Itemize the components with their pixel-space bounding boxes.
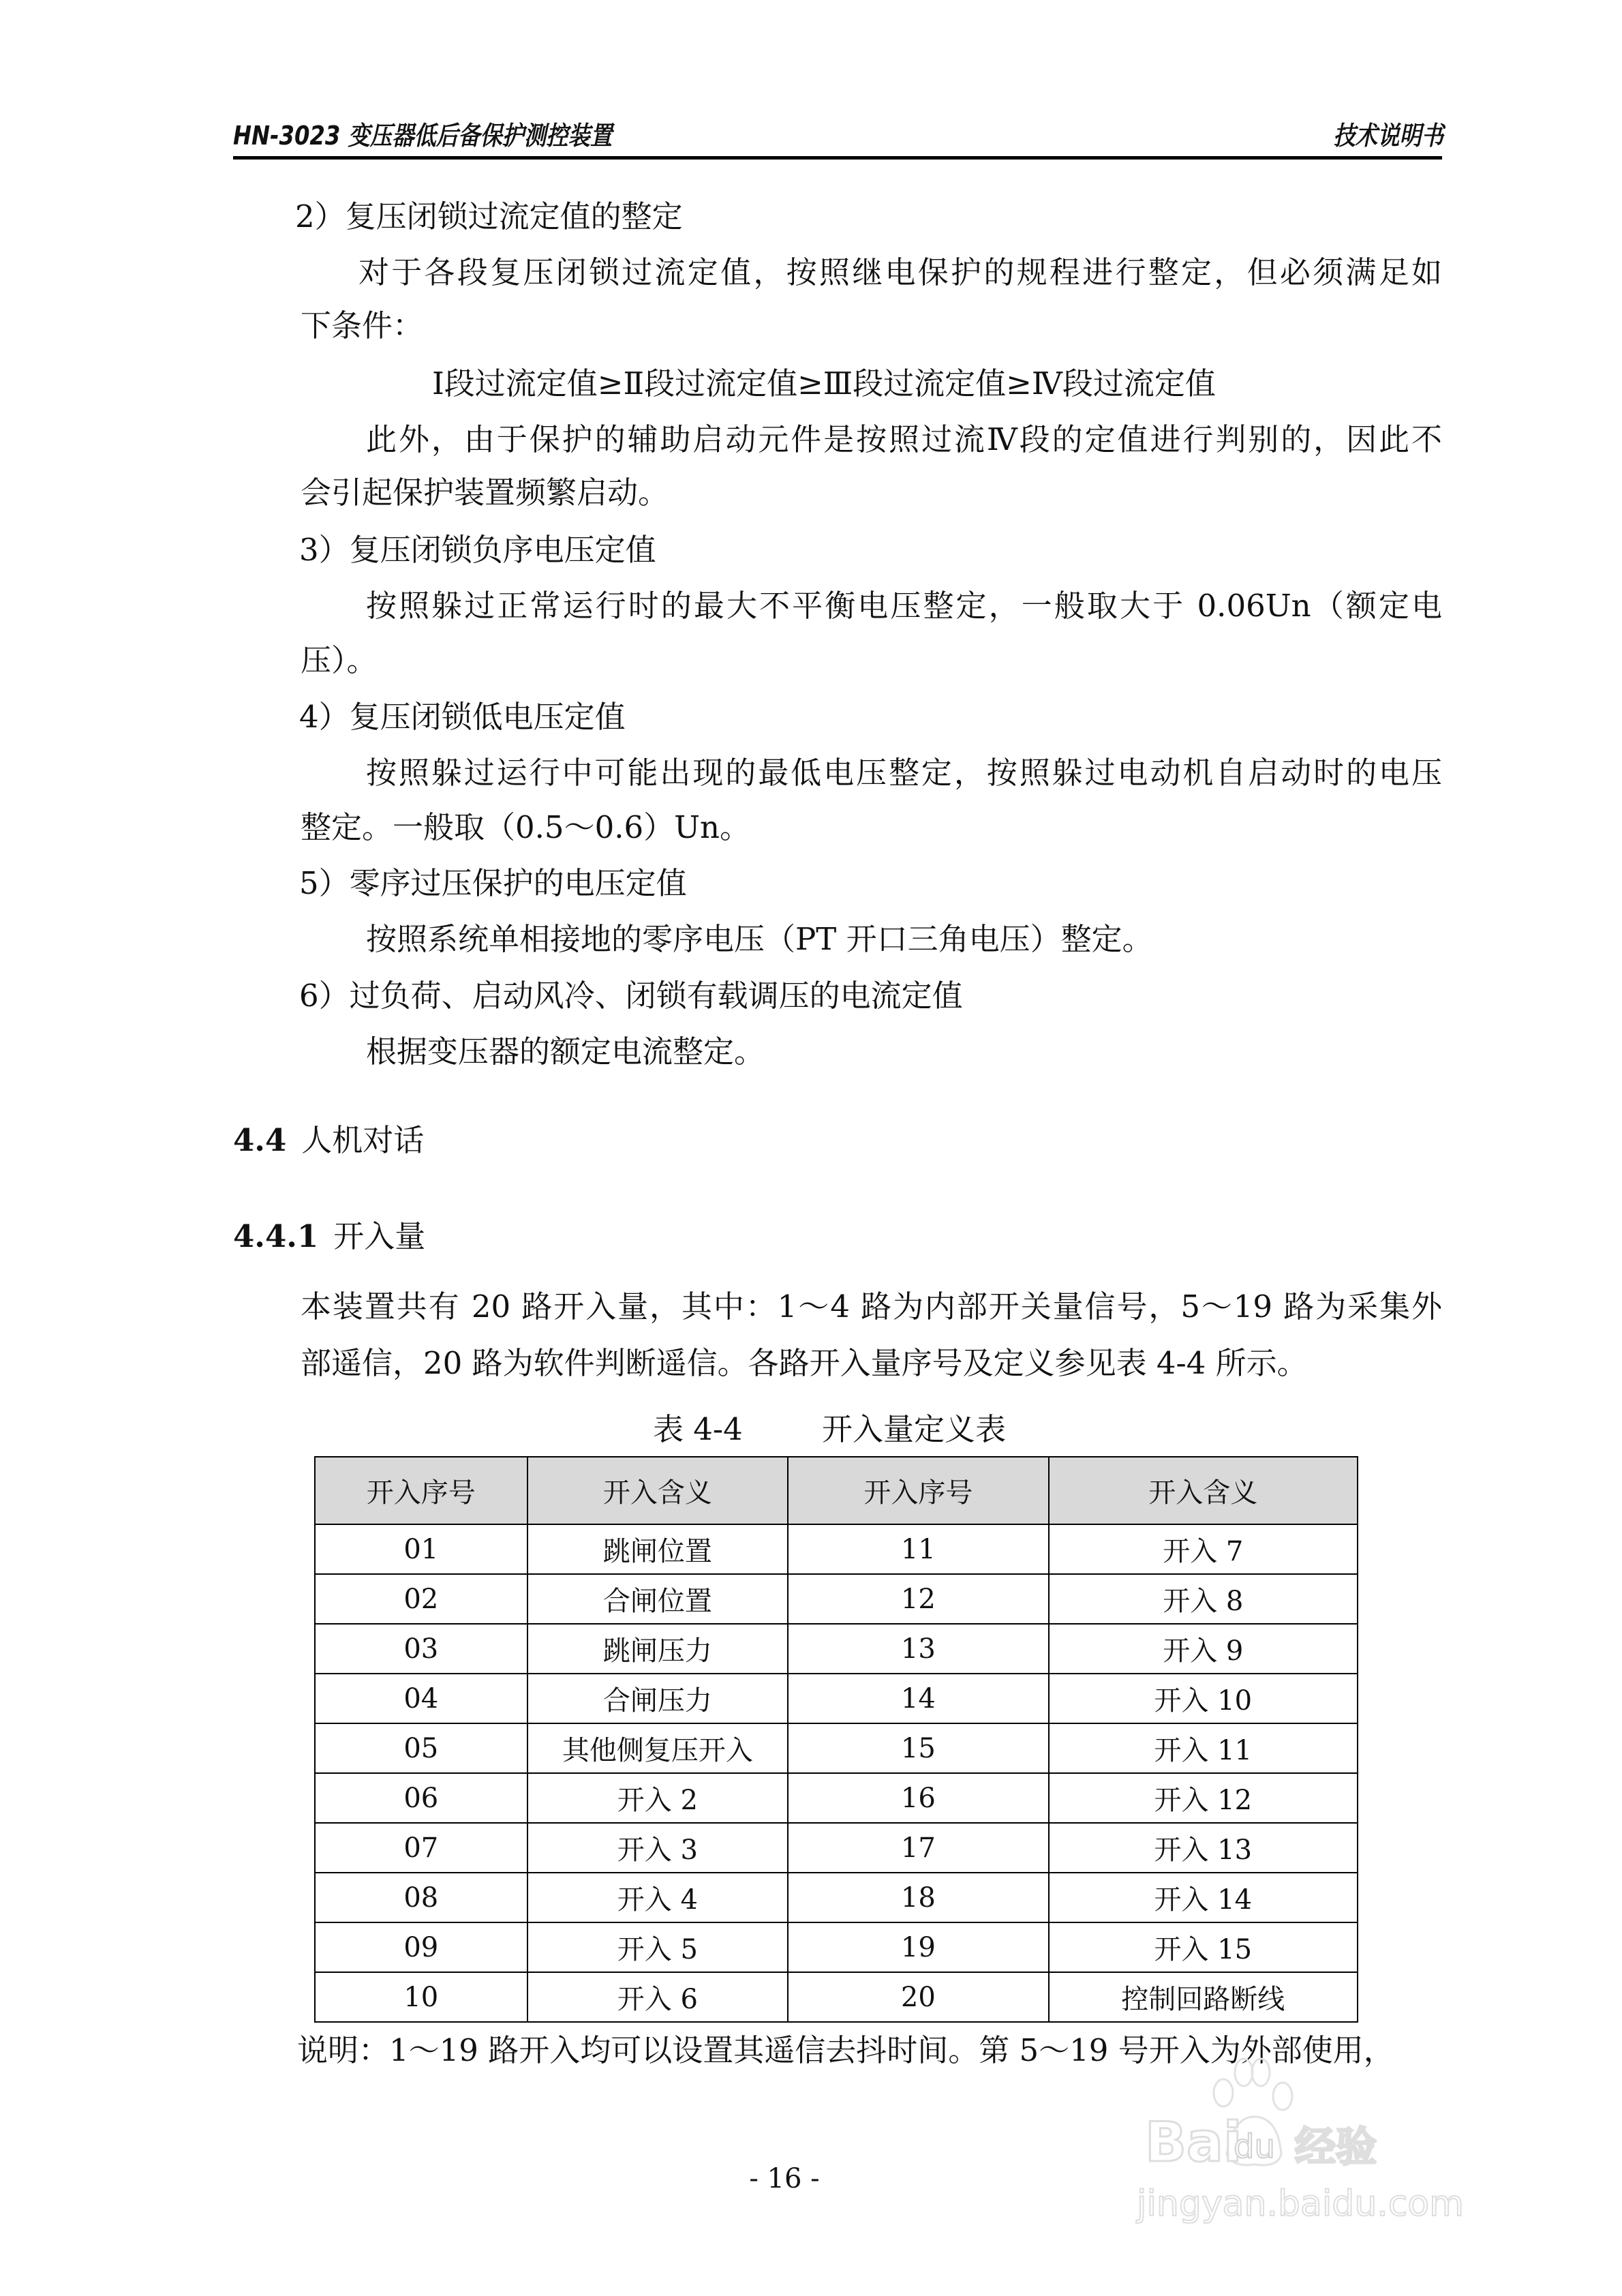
input-meaning-cell: 跳闸位置 xyxy=(527,1524,788,1574)
table-row xyxy=(315,1972,1358,2022)
header-divider xyxy=(233,156,1442,160)
table-row xyxy=(315,1674,1358,1723)
table-number: 表 4-4 xyxy=(653,1411,743,1447)
section-number: 4.4.1 xyxy=(233,1218,319,1254)
input-meaning-cell: 开入 9 xyxy=(1049,1624,1358,1674)
input-meaning-cell: 其他侧复压开入 xyxy=(527,1723,788,1773)
table-row xyxy=(315,1524,1358,1574)
input-number-cell: 07 xyxy=(315,1823,527,1873)
table-row xyxy=(315,1922,1358,1972)
paragraph-line: 此外，由于保护的辅助启动元件是按照过流Ⅳ段的定值进行判别的，因此不 xyxy=(366,421,1442,457)
subheading: 5）零序过压保护的电压定值 xyxy=(299,865,687,901)
input-meaning-cell: 开入 4 xyxy=(527,1873,788,1922)
input-number-cell: 05 xyxy=(315,1723,527,1773)
input-meaning-cell: 开入 7 xyxy=(1049,1524,1358,1574)
input-number-cell: 09 xyxy=(315,1922,527,1972)
input-number-cell: 03 xyxy=(315,1624,527,1674)
input-number-cell: 10 xyxy=(315,1972,527,2022)
input-meaning-cell: 开入 12 xyxy=(1049,1773,1358,1823)
input-number-cell: 16 xyxy=(788,1773,1049,1823)
table-row xyxy=(315,1773,1358,1823)
column-header: 开入含义 xyxy=(1049,1457,1358,1524)
paragraph-line: 部遥信，20 路为软件判断遥信。各路开入量序号及定义参见表 4-4 所示。 xyxy=(301,1345,1308,1381)
input-number-cell: 13 xyxy=(788,1624,1049,1674)
paragraph-line: 按照系统单相接地的零序电压（PT 开口三角电压）整定。 xyxy=(366,921,1153,957)
section-number: 4.4 xyxy=(233,1122,287,1158)
header-doc-type: 技术说明书 xyxy=(1333,121,1443,151)
input-meaning-cell: 开入 14 xyxy=(1049,1873,1358,1922)
input-number-cell: 15 xyxy=(788,1723,1049,1773)
paragraph-line: 压）。 xyxy=(301,642,378,678)
input-meaning-cell: 开入 8 xyxy=(1049,1574,1358,1624)
paragraph-line: 按照躲过运行中可能出现的最低电压整定，按照躲过电动机自启动时的电压 xyxy=(366,755,1442,791)
input-meaning-cell: 合闸压力 xyxy=(527,1674,788,1723)
page-number: - 16 - xyxy=(749,2163,820,2194)
subheading: 2）复压闭锁过流定值的整定 xyxy=(295,198,683,235)
input-meaning-cell: 合闸位置 xyxy=(527,1574,788,1624)
subheading: 3）复压闭锁负序电压定值 xyxy=(299,532,656,568)
table-row xyxy=(315,1873,1358,1922)
subheading: 6）过负荷、启动风冷、闭锁有载调压的电流定值 xyxy=(299,978,963,1014)
input-meaning-cell: 开入 2 xyxy=(527,1773,788,1823)
paragraph-line: 下条件： xyxy=(301,307,424,344)
input-meaning-cell: 开入 6 xyxy=(527,1972,788,2022)
table-title: 开入量定义表 xyxy=(822,1411,1007,1447)
input-number-cell: 11 xyxy=(788,1524,1049,1574)
paragraph-line: 根据变压器的额定电流整定。 xyxy=(366,1033,765,1070)
input-number-cell: 02 xyxy=(315,1574,527,1624)
input-number-cell: 01 xyxy=(315,1524,527,1574)
input-number-cell: 12 xyxy=(788,1574,1049,1624)
watermark-url: jingyan.baidu.com xyxy=(1137,2184,1464,2224)
input-number-cell: 08 xyxy=(315,1873,527,1922)
input-number-cell: 17 xyxy=(788,1823,1049,1873)
section-heading-4-4 xyxy=(233,1123,424,1158)
table-row xyxy=(315,1624,1358,1674)
input-meaning-cell: 跳闸压力 xyxy=(527,1624,788,1674)
table-row xyxy=(315,1574,1358,1624)
input-number-cell: 19 xyxy=(788,1922,1049,1972)
svg-text:du: du xyxy=(1234,2128,1275,2166)
input-meaning-cell: 开入 13 xyxy=(1049,1823,1358,1873)
column-header: 开入序号 xyxy=(788,1457,1049,1524)
input-meaning-cell: 控制回路断线 xyxy=(1049,1972,1358,2022)
paragraph-line: 对于各段复压闭锁过流定值，按照继电保护的规程进行整定，但必须满足如 xyxy=(358,254,1442,290)
input-meaning-cell: 开入 15 xyxy=(1049,1922,1358,1972)
input-number-cell: 14 xyxy=(788,1674,1049,1723)
baidu-jingyan-watermark xyxy=(1131,2052,1464,2236)
input-definition-table xyxy=(314,1456,1358,2023)
paragraph-line: 本装置共有 20 路开入量，其中：1～4 路为内部开关量信号，5～19 路为采集外 xyxy=(301,1288,1442,1325)
input-number-cell: 20 xyxy=(788,1972,1049,2022)
section-heading-4-4-1 xyxy=(233,1219,425,1254)
paragraph-line: 按照躲过正常运行时的最大不平衡电压整定，一般取大于 0.06Un（额定电 xyxy=(366,588,1442,624)
paragraph-line: 会引起保护装置频繁启动。 xyxy=(301,474,669,511)
column-header: 开入含义 xyxy=(527,1457,788,1524)
table-header-row xyxy=(315,1457,1358,1524)
column-header: 开入序号 xyxy=(315,1457,527,1524)
formula-line: Ⅰ段过流定值≥Ⅱ段过流定值≥Ⅲ段过流定值≥Ⅳ段过流定值 xyxy=(432,365,1216,402)
subheading: 4）复压闭锁低电压定值 xyxy=(299,699,626,735)
input-number-cell: 06 xyxy=(315,1773,527,1823)
header-title: HN-3023 变压器低后备保护测控装置 xyxy=(233,121,613,151)
table-row xyxy=(315,1823,1358,1873)
paragraph-line: 整定。一般取（0.5～0.6）Un。 xyxy=(301,809,751,845)
section-title: 人机对话 xyxy=(301,1122,425,1158)
table-row xyxy=(315,1723,1358,1773)
input-meaning-cell: 开入 5 xyxy=(527,1922,788,1972)
input-number-cell: 18 xyxy=(788,1873,1049,1922)
svg-text:经验: 经验 xyxy=(1295,2124,1377,2171)
input-meaning-cell: 开入 3 xyxy=(527,1823,788,1873)
watermark-logo-text: Bai xyxy=(1145,2111,1242,2174)
input-meaning-cell: 开入 10 xyxy=(1049,1674,1358,1723)
table-note: 说明：1～19 路开入均可以设置其遥信去抖时间。第 5～19 号开入为外部使用， xyxy=(297,2032,1394,2068)
section-title: 开入量 xyxy=(333,1218,426,1254)
input-meaning-cell: 开入 11 xyxy=(1049,1723,1358,1773)
input-number-cell: 04 xyxy=(315,1674,527,1723)
